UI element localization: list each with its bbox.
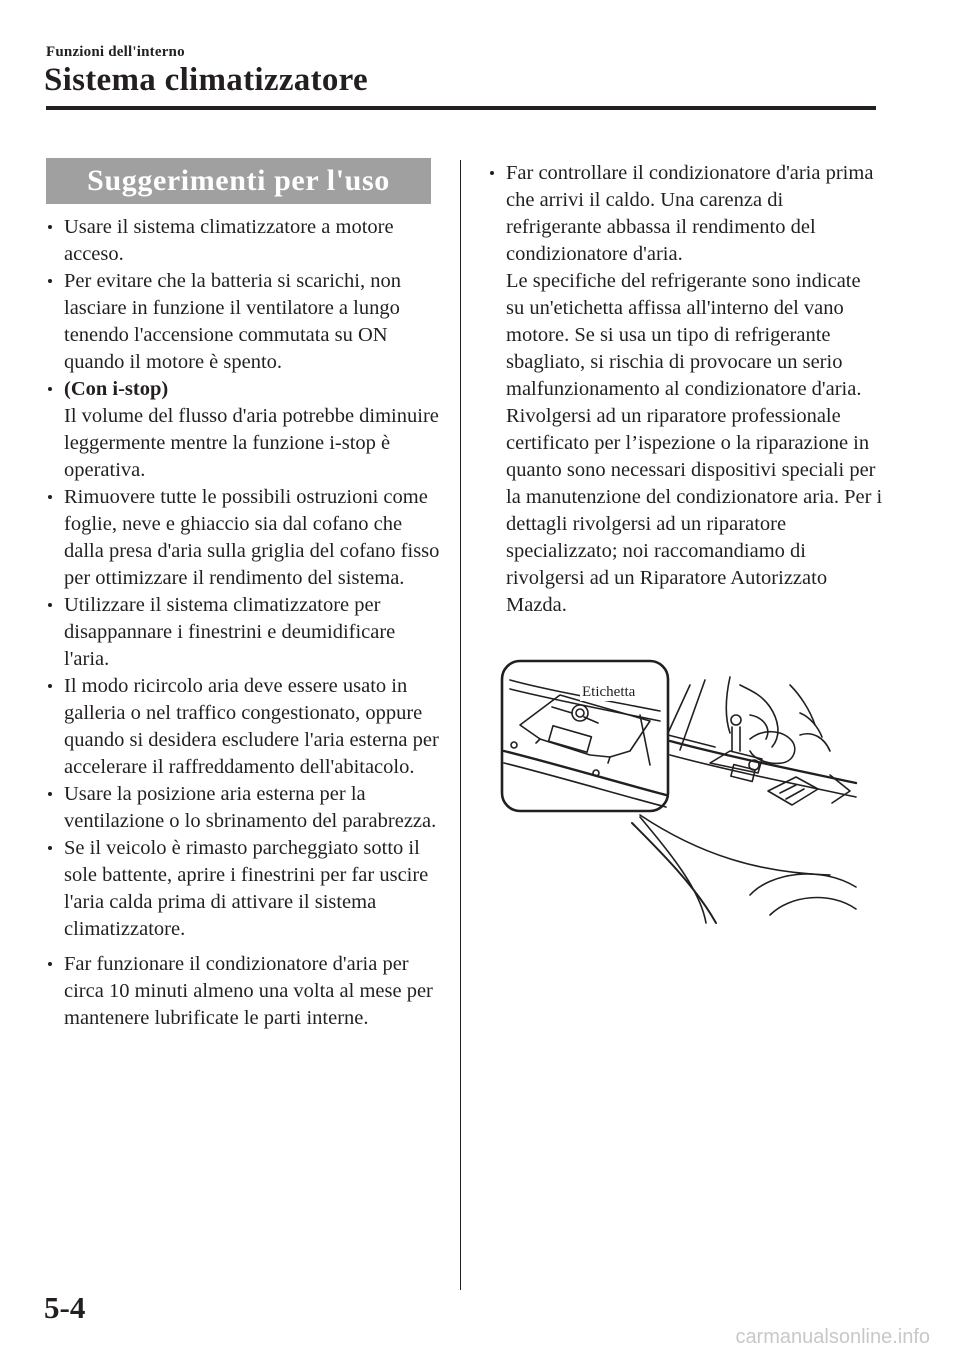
bullet-icon	[48, 603, 52, 607]
left-column	[46, 214, 441, 1032]
list-item-detail: Le specifiche del refrigerante sono indicate su un'etichetta affissa all'interno del vano motore. Se si usa un tipo di refrigerante sbagliato, si rischia di provocare un serio malfunzionamento al condizionatore d'aria. Rivolgersi ad un riparatore professionale certificato per l’ispezione o la riparazione in quanto sono necessari dispositivi speciali per la manutenzione del condizionatore aria. Per i dettagli rivolgersi ad un riparatore specializzato; noi raccomandiamo di rivolgersi ad un Riparatore Autorizzato Mazda.	[506, 270, 883, 616]
list-item	[46, 376, 441, 484]
bullet-icon	[48, 387, 52, 391]
bullet-icon	[48, 846, 52, 850]
figure-label: Etichetta	[582, 684, 636, 700]
column-divider	[460, 160, 461, 1290]
section-banner: Suggerimenti per l'uso	[46, 158, 431, 204]
list-item	[46, 781, 441, 835]
list-item-text: Usare il sistema climatizzatore a motore acceso.	[64, 216, 394, 265]
list-item	[46, 951, 441, 1032]
list-item-text: Far controllare il condizionatore d'aria prima che arrivi il caldo. Una carenza di refrigerante abbassa il rendimento del condizionatore d'aria.	[506, 162, 874, 265]
list-item	[46, 484, 441, 592]
bullet-icon	[490, 171, 494, 175]
list-item-text: Per evitare che la batteria si scarichi, non lasciare in funzione il ventilatore a lungo tenendo l'accensione commutata su ON quando il motore è spento.	[64, 270, 401, 373]
bullet-icon	[48, 225, 52, 229]
bullet-icon	[48, 495, 52, 499]
bullet-icon	[48, 279, 52, 283]
list-item	[46, 214, 441, 268]
page-title: Sistema climatizzatore	[44, 62, 368, 98]
bullet-icon	[48, 684, 52, 688]
list-item-text: Il volume del flusso d'aria potrebbe diminuire leggermente mentre la funzione i-stop è operativa.	[64, 405, 439, 481]
chapter-label: Funzioni dell'interno	[46, 44, 185, 60]
site-watermark: carmanualsonline.info	[735, 1326, 930, 1348]
list-item-text: Rimuovere tutte le possibili ostruzioni come foglie, neve e ghiaccio sia dal cofano che dalla presa d'aria sulla griglia del cofano fisso per ottimizzare il rendimento del sistema.	[64, 486, 440, 589]
page-number: 5-4	[44, 1290, 86, 1325]
heading-rule	[46, 106, 876, 110]
list-item	[46, 268, 441, 376]
list-item	[46, 592, 441, 673]
list-item	[46, 673, 441, 781]
list-item-text: Usare la posizione aria esterna per la ventilazione o lo sbrinamento del parabrezza.	[64, 783, 437, 832]
list-item-text: Se il veicolo è rimasto parcheggiato sotto il sole battente, aprire i finestrini per far uscire l'aria calda prima di attivare il sistema climatizzatore.	[64, 837, 429, 940]
tips-list	[46, 214, 441, 1032]
bullet-icon	[48, 792, 52, 796]
list-item	[488, 160, 883, 619]
list-item-heading: (Con i-stop)	[64, 378, 169, 400]
right-column	[488, 160, 883, 619]
engine-bay-figure	[500, 655, 870, 935]
engine-bay-illustration	[500, 655, 870, 935]
list-item-text: Il modo ricircolo aria deve essere usato in galleria o nel traffico congestionato, oppure quando si desidera escludere l'aria esterna per accelerare il raffreddamento dell'abitacolo.	[64, 675, 439, 778]
service-list	[488, 160, 883, 619]
list-item-text: Utilizzare il sistema climatizzatore per disappannare i finestrini e deumidificare l'aria.	[64, 594, 396, 670]
bullet-icon	[48, 962, 52, 966]
list-item-text: Far funzionare il condizionatore d'aria per circa 10 minuti almeno una volta al mese per mantenere lubrificate le parti interne.	[64, 953, 433, 1029]
list-item	[46, 835, 441, 943]
